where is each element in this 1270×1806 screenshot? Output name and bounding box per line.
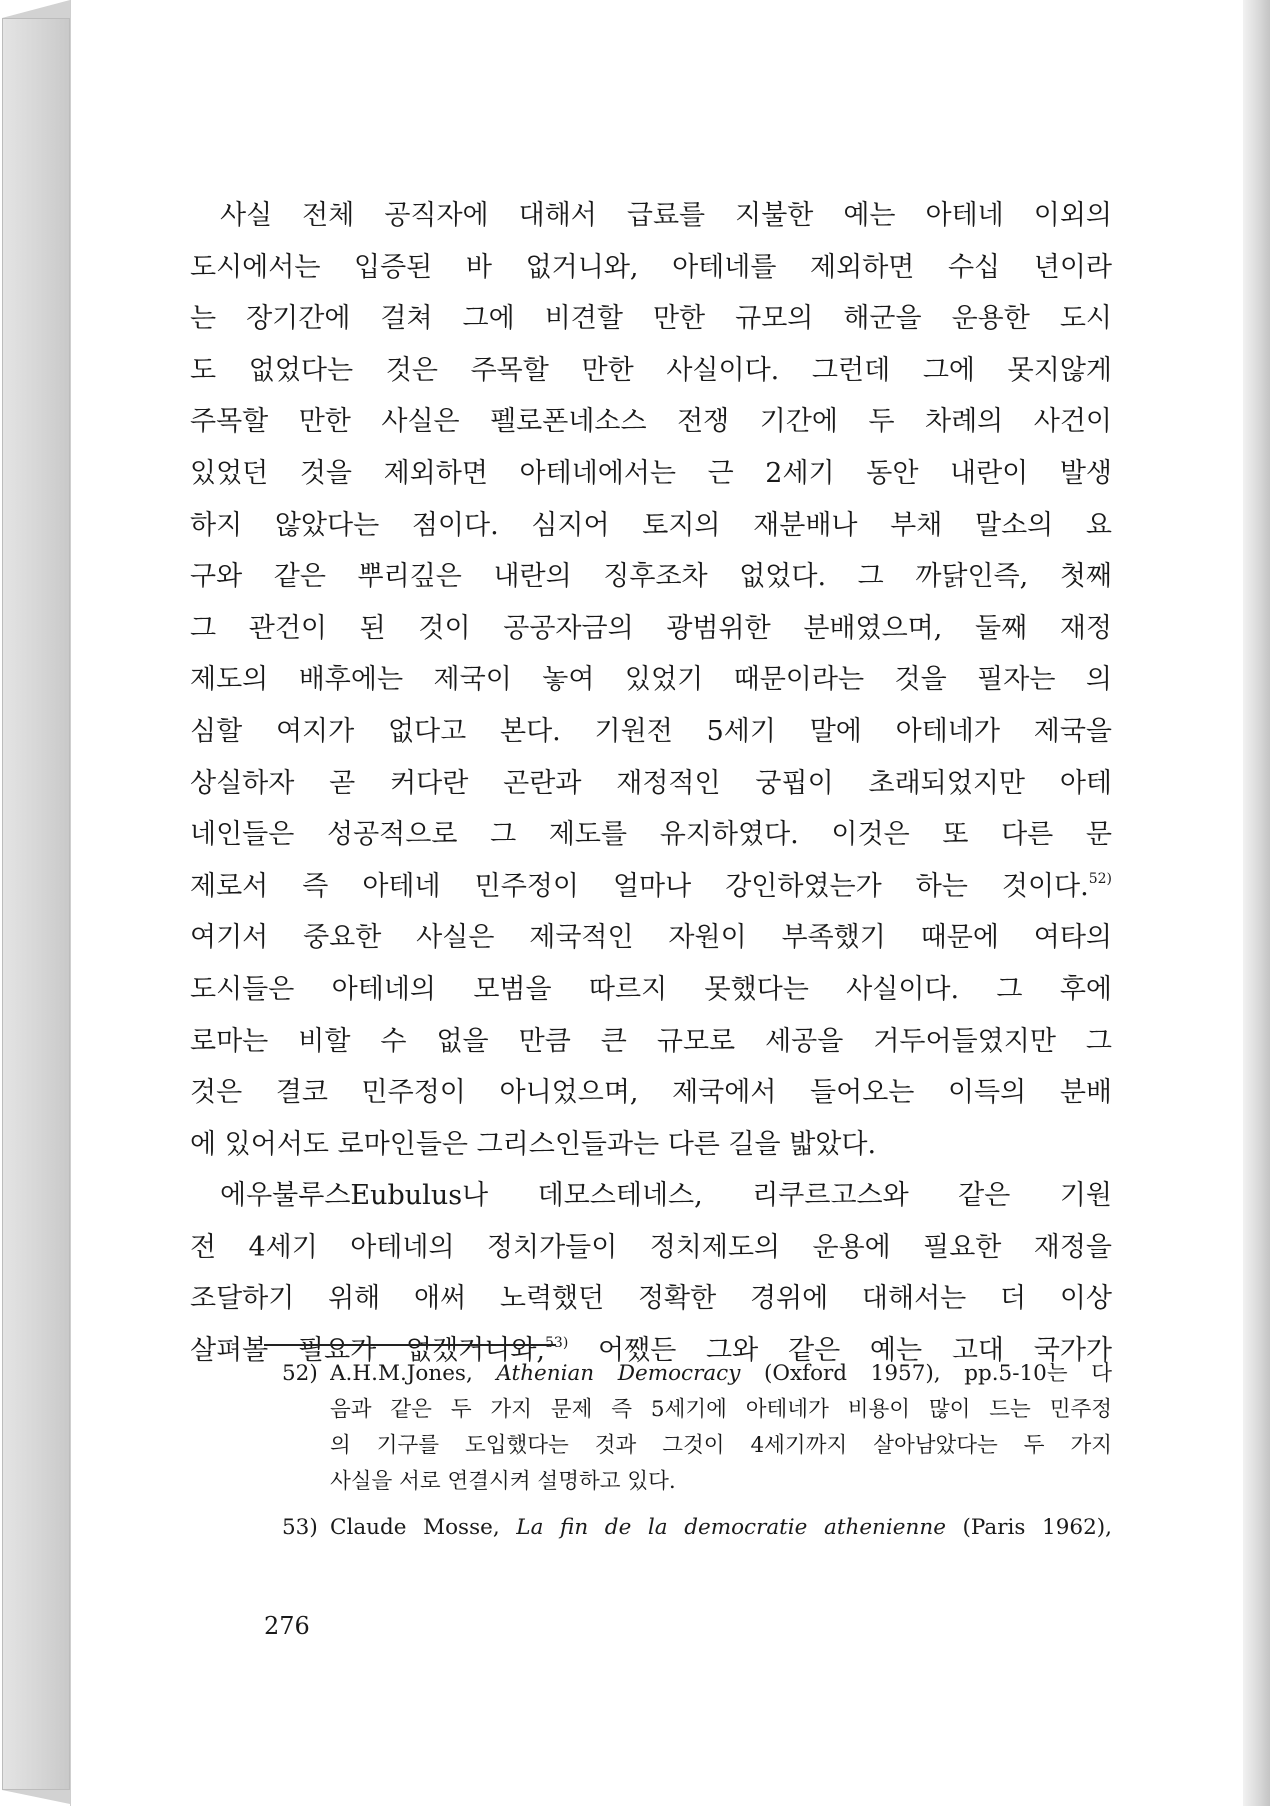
footnote-divider <box>264 1344 556 1346</box>
footnote-number: 53) <box>282 1515 318 1540</box>
text-fragment: 제로서 즉 아테네 민주정이 얼마나 강인하였는가 하는 것이다. <box>190 870 1089 902</box>
spine-bottom-edge <box>2 1790 70 1804</box>
page-number: 276 <box>264 1612 310 1640</box>
text-line: 제도의 배후에는 제국이 놓여 있었기 때문이라는 것을 필자는 의 <box>190 664 1112 696</box>
book-title: Athenian Democracy <box>496 1361 741 1386</box>
text-fragment: A.H.M.Jones, <box>330 1361 497 1386</box>
book-title: La fin de la democratie athenienne <box>516 1515 946 1540</box>
text-line: 로마는 비할 수 없을 만큼 큰 규모로 세공을 거두어들였지만 그 <box>190 1025 1112 1057</box>
text-line: 주목할 만한 사실은 펠로폰네소스 전쟁 기간에 두 차례의 사건이 <box>190 406 1112 438</box>
footnote-line <box>330 1510 1112 1546</box>
text-line: 상실하자 곧 커다란 곤란과 재정적인 궁핍이 초래되었지만 아테 <box>190 767 1112 799</box>
footnote-52 <box>282 1356 1112 1500</box>
text-fragment: (Paris 1962), <box>945 1515 1112 1540</box>
page-edge-shadow <box>1243 0 1270 1806</box>
footnote-number: 52) <box>282 1361 318 1386</box>
footnote-ref-53[interactable]: 53) <box>545 1335 569 1352</box>
footnote-line <box>330 1356 1112 1392</box>
text-fragment: 어쨌든 그와 같은 예는 고대 국가가 <box>568 1335 1112 1367</box>
footnote-53 <box>282 1510 1112 1546</box>
footnotes <box>282 1356 1112 1546</box>
text-line: 네인들은 성공적으로 그 제도를 유지하였다. 이것은 또 다른 문 <box>190 819 1112 851</box>
main-text <box>190 190 1112 1377</box>
text-line: 도시들은 아테네의 모범을 따르지 못했다는 사실이다. 그 후에 <box>190 973 1112 1005</box>
text-line: 그 관건이 된 것이 공공자금의 광범위한 분배였으며, 둘째 재정 <box>190 612 1112 644</box>
text-line-with-ref <box>190 861 1112 913</box>
text-line: 는 장기간에 걸쳐 그에 비견할 만한 규모의 해군을 운용한 도시 <box>190 303 1112 335</box>
text-line: 전 4세기 아테네의 정치가들이 정치제도의 운용에 필요한 재정을 <box>190 1231 1112 1263</box>
text-line: 에우불루스Eubulus나 데모스테네스, 리쿠르고스와 같은 기원 <box>220 1180 1112 1212</box>
text-line: 것은 결코 민주정이 아니었으며, 제국에서 들어오는 이득의 분배 <box>190 1077 1112 1109</box>
text-line: 조달하기 위해 애써 노력했던 정확한 경위에 대해서는 더 이상 <box>190 1283 1112 1315</box>
footnote-line: 음과 같은 두 가지 문제 즉 5세기에 아테네가 비용이 많이 드는 민주정 <box>330 1397 1112 1422</box>
spine-top-edge <box>2 0 70 18</box>
text-line: 여기서 중요한 사실은 제국적인 자원이 부족했기 때문에 여타의 <box>190 922 1112 954</box>
text-line: 하지 않았다는 점이다. 심지어 토지의 재분배나 부채 말소의 요 <box>190 509 1112 541</box>
text-line: 구와 같은 뿌리깊은 내란의 징후조차 없었다. 그 까닭인즉, 첫째 <box>190 561 1112 593</box>
footnote-line: 의 기구를 도입했다는 것과 그것이 4세기까지 살아남았다는 두 가지 <box>330 1433 1112 1458</box>
footnote-line: 사실을 서로 연결시켜 설명하고 있다. <box>330 1469 676 1494</box>
text-line: 에 있어서도 로마인들은 그리스인들과는 다른 길을 밟았다. <box>190 1128 877 1160</box>
text-line: 있었던 것을 제외하면 아테네에서는 근 2세기 동안 내란이 발생 <box>190 457 1112 489</box>
text-line: 도시에서는 입증된 바 없거니와, 아테네를 제외하면 수십 년이라 <box>190 251 1112 283</box>
text-fragment: 살펴볼 필요가 없겠거니와, <box>190 1335 546 1367</box>
text-line: 사실 전체 공직자에 대해서 급료를 지불한 예는 아테네 이외의 <box>220 200 1112 231</box>
text-fragment: Claude Mosse, <box>330 1515 517 1540</box>
footnote-ref-52[interactable]: 52) <box>1088 870 1112 887</box>
book-spine <box>2 18 70 1790</box>
text-fragment: (Oxford 1957), pp.5-10는 다 <box>740 1361 1112 1386</box>
text-line: 심할 여지가 없다고 본다. 기원전 5세기 말에 아테네가 제국을 <box>190 715 1112 747</box>
text-line: 도 없었다는 것은 주목할 만한 사실이다. 그런데 그에 못지않게 <box>190 354 1112 386</box>
